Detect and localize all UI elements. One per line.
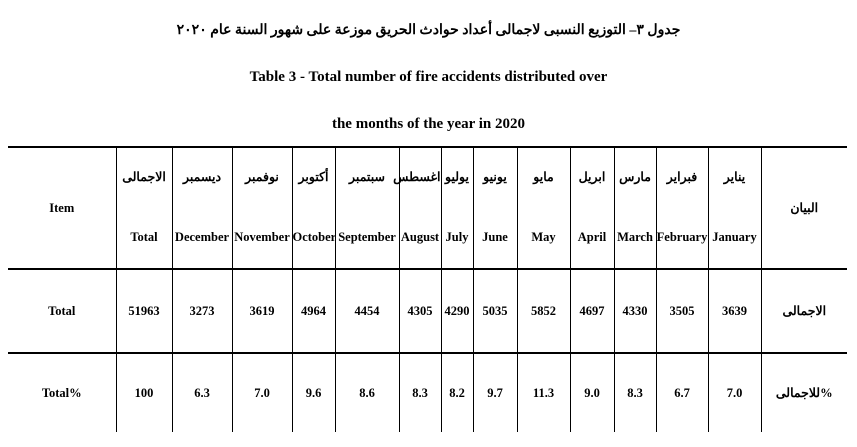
col-header-ar: ابريل [570, 147, 614, 206]
table-cell: 51963 [116, 269, 172, 353]
fire-accidents-table [8, 146, 847, 432]
table-cell: 9.0 [570, 353, 614, 432]
col-header-ar: يناير [708, 147, 761, 206]
col-header-ar: مارس [614, 147, 656, 206]
table-cell: 3505 [656, 269, 708, 353]
col-header-en: Total [116, 206, 172, 269]
col-header-ar: الاجمالى [116, 147, 172, 206]
table-cell: 9.6 [292, 353, 335, 432]
table-cell: 4454 [335, 269, 399, 353]
table-row-total [8, 269, 847, 353]
table-cell: 8.2 [441, 353, 473, 432]
table-cell: 100 [116, 353, 172, 432]
table-cell: 4964 [292, 269, 335, 353]
col-header-en: August [399, 206, 441, 269]
row-label-ar: الاجمالى [761, 269, 847, 353]
col-header-en: February [656, 206, 708, 269]
table-cell: 4290 [441, 269, 473, 353]
table-cell: 4330 [614, 269, 656, 353]
table-cell: 7.0 [708, 353, 761, 432]
table-cell: 4697 [570, 269, 614, 353]
header-row-arabic [8, 147, 847, 206]
row-label-ar: %للاجمالى [761, 353, 847, 432]
col-header-en: January [708, 206, 761, 269]
col-header-en: May [517, 206, 570, 269]
col-header-en: December [172, 206, 232, 269]
col-header-ar: ديسمبر [172, 147, 232, 206]
table-cell: 11.3 [517, 353, 570, 432]
table-title-english-line2: the months of the year in 2020 [331, 116, 526, 132]
table-cell: 8.6 [335, 353, 399, 432]
table-cell: 9.7 [473, 353, 517, 432]
table-row-total-percent [8, 353, 847, 432]
col-header-ar: سبتمبر [335, 147, 399, 206]
row-label-en: Total [48, 303, 76, 318]
table-cell: 8.3 [614, 353, 656, 432]
table-cell: 6.3 [172, 353, 232, 432]
col-header-en: October [292, 206, 335, 269]
header-row-english [8, 206, 847, 269]
col-header-ar: أكتوبر [292, 147, 335, 206]
table-cell: 5852 [517, 269, 570, 353]
item-header-en: Item [49, 200, 75, 215]
col-header-en: September [335, 206, 399, 269]
col-header-en: March [614, 206, 656, 269]
table-cell: 4305 [399, 269, 441, 353]
row-label-en: Total% [41, 385, 82, 400]
col-header-en: April [570, 206, 614, 269]
col-header-ar: نوفمبر [232, 147, 292, 206]
col-header-en: June [473, 206, 517, 269]
col-header-en: July [441, 206, 473, 269]
table-cell: 6.7 [656, 353, 708, 432]
col-header-ar: فبراير [656, 147, 708, 206]
col-header-ar: اغسطس [399, 147, 441, 206]
col-header-ar: يوليو [441, 147, 473, 206]
table-title-arabic: جدول ٣– التوزيع النسبى لاجمالى أعداد حوادث الحريق موزعة على شهور السنة عام ٢٠٢٠ [176, 23, 681, 38]
table-cell: 3639 [708, 269, 761, 353]
table-cell: 8.3 [399, 353, 441, 432]
table-cell: 5035 [473, 269, 517, 353]
col-header-ar: يونيو [473, 147, 517, 206]
col-header-en: November [232, 206, 292, 269]
table-cell: 3619 [232, 269, 292, 353]
item-header-ar: البيان [761, 147, 847, 269]
table-cell: 7.0 [232, 353, 292, 432]
table-cell: 3273 [172, 269, 232, 353]
col-header-ar: مايو [517, 147, 570, 206]
table-title-english-line1: Table 3 - Total number of fire accidents distributed over [249, 69, 608, 85]
